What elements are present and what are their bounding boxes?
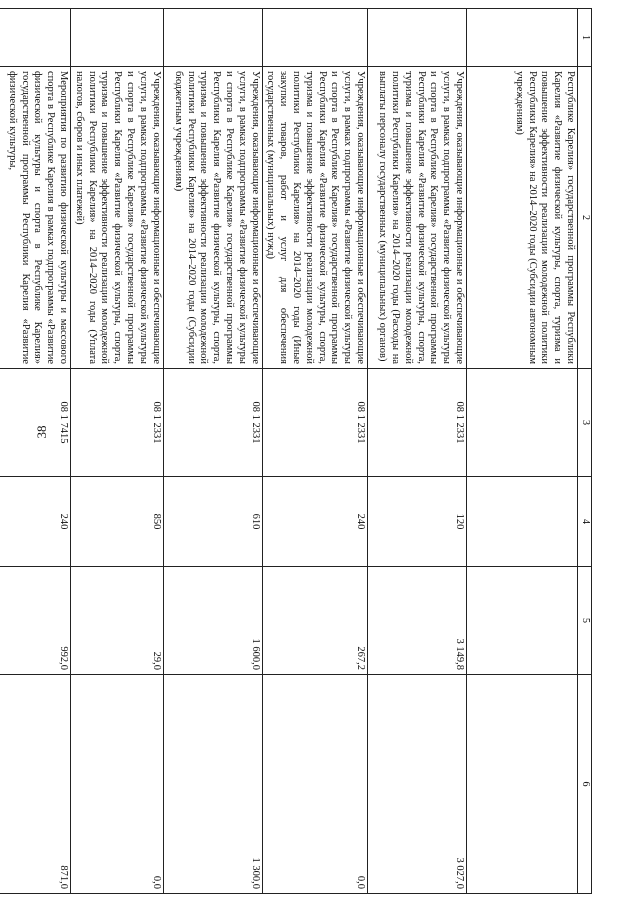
row-value-col5: 29,0 bbox=[71, 567, 164, 675]
row-value-col5: 1 600,0 bbox=[163, 567, 262, 675]
table-row bbox=[368, 9, 467, 894]
row-expense-type: 850 bbox=[71, 477, 164, 567]
row-number-cell bbox=[71, 9, 164, 67]
row-target-code: 08 1 7415 bbox=[0, 369, 71, 477]
row-expense-type: 240 bbox=[262, 477, 367, 567]
row-number-cell bbox=[163, 9, 262, 67]
row-value-col5: 3 149,8 bbox=[368, 567, 467, 675]
row-description: Учреждения, оказывающие информационные и обеспечивающие услуги, в рамках подпрограммы «Развитие физической культуры и спорта в Республике Карелия» государственной программы Республики Карелия «Развитие физической культуры, спорта, туризма и повышение эффективности реализации молодежной политики Республики Карелия» на 2014–2020 годы (Иные закупки товаров, работ и услуг для обеспечения государственных (муниципальных) нужд) bbox=[262, 67, 367, 369]
row-expense-type: 120 bbox=[368, 477, 467, 567]
column-header: 1 bbox=[578, 9, 592, 67]
row-value-col6: 1 300,0 bbox=[163, 675, 262, 894]
table-row bbox=[262, 9, 367, 894]
row-target-code: 08 1 2331 bbox=[262, 369, 367, 477]
row-expense-type: 240 bbox=[0, 477, 71, 567]
row-number-cell bbox=[0, 9, 71, 67]
row-number-cell bbox=[368, 9, 467, 67]
row-target-code: 08 1 2331 bbox=[71, 369, 164, 477]
row-value-col5: 267,2 bbox=[262, 567, 367, 675]
row-description: Мероприятия по развитию физической культуры и массового спорта в Республике Карелия в рамках подпрограммы «Развитие физической культуры и спорта в Республике Карелия» государственной программы Республики Карелия «Развитие физической культуры, bbox=[0, 67, 71, 369]
column-header: 4 bbox=[578, 477, 592, 567]
row-expense-type bbox=[467, 477, 578, 567]
column-header: 5 bbox=[578, 567, 592, 675]
row-description: Учреждения, оказывающие информационные и обеспечивающие услуги, в рамках подпрограммы «Развитие физической культуры и спорта в Республике Карелия» государственной программы Республики Карелия «Развитие физической культуры, спорта, туризма и повышение эффективности реализации молодежной политики Республики Карелия» на 2014–2020 годы (Расходы на выплаты персоналу государственных (муниципальных) органов) bbox=[368, 67, 467, 369]
row-expense-type: 610 bbox=[163, 477, 262, 567]
row-target-code: 08 1 2331 bbox=[368, 369, 467, 477]
row-value-col6 bbox=[467, 675, 578, 894]
table-row bbox=[163, 9, 262, 894]
row-value-col6: 3 027,0 bbox=[368, 675, 467, 894]
row-value-col5 bbox=[467, 567, 578, 675]
row-target-code: 08 1 2331 bbox=[163, 369, 262, 477]
table-header-row bbox=[578, 9, 592, 894]
row-value-col5: 992,0 bbox=[0, 567, 71, 675]
row-number-cell bbox=[467, 9, 578, 67]
row-value-col6: 0,0 bbox=[262, 675, 367, 894]
budget-table bbox=[0, 8, 592, 894]
page-number: 38 bbox=[34, 425, 49, 439]
row-target-code bbox=[467, 369, 578, 477]
row-description: Республике Карелия» государственной программы Республики Карелия «Развитие физической культуры, спорта, туризма и повышение эффективности реализации молодежной политики Республики Карелия» на 2014–2020 годы (Субсидии автономным учреждениям) bbox=[467, 67, 578, 369]
column-header: 3 bbox=[578, 369, 592, 477]
table-row bbox=[467, 9, 578, 894]
row-description: Учреждения, оказывающие информационные и обеспечивающие услуги, в рамках подпрограммы «Развитие физической культуры и спорта в Республике Карелия» государственной программы Республики Карелия «Развитие физической культуры, спорта, туризма и повышение эффективности реализации молодежной политики Республики Карелия» на 2014–2020 годы (Уплата налогов, сборов и иных платежей) bbox=[71, 67, 164, 369]
table-row bbox=[71, 9, 164, 894]
row-description: Учреждения, оказывающие информационные и обеспечивающие услуги, в рамках подпрограммы «Развитие физической культуры и спорта в Республике Карелия» государственной программы Республики Карелия «Развитие физической культуры, спорта, туризма и повышение эффективности реализации молодежной политики Республики Карелия» на 2014–2020 годы (Субсидии бюджетным учреждениям) bbox=[163, 67, 262, 369]
column-header: 2 bbox=[578, 67, 592, 369]
table-row bbox=[0, 9, 71, 894]
row-number-cell bbox=[262, 9, 367, 67]
row-value-col6: 871,0 bbox=[0, 675, 71, 894]
row-value-col6: 0,0 bbox=[71, 675, 164, 894]
column-header: 6 bbox=[578, 675, 592, 894]
